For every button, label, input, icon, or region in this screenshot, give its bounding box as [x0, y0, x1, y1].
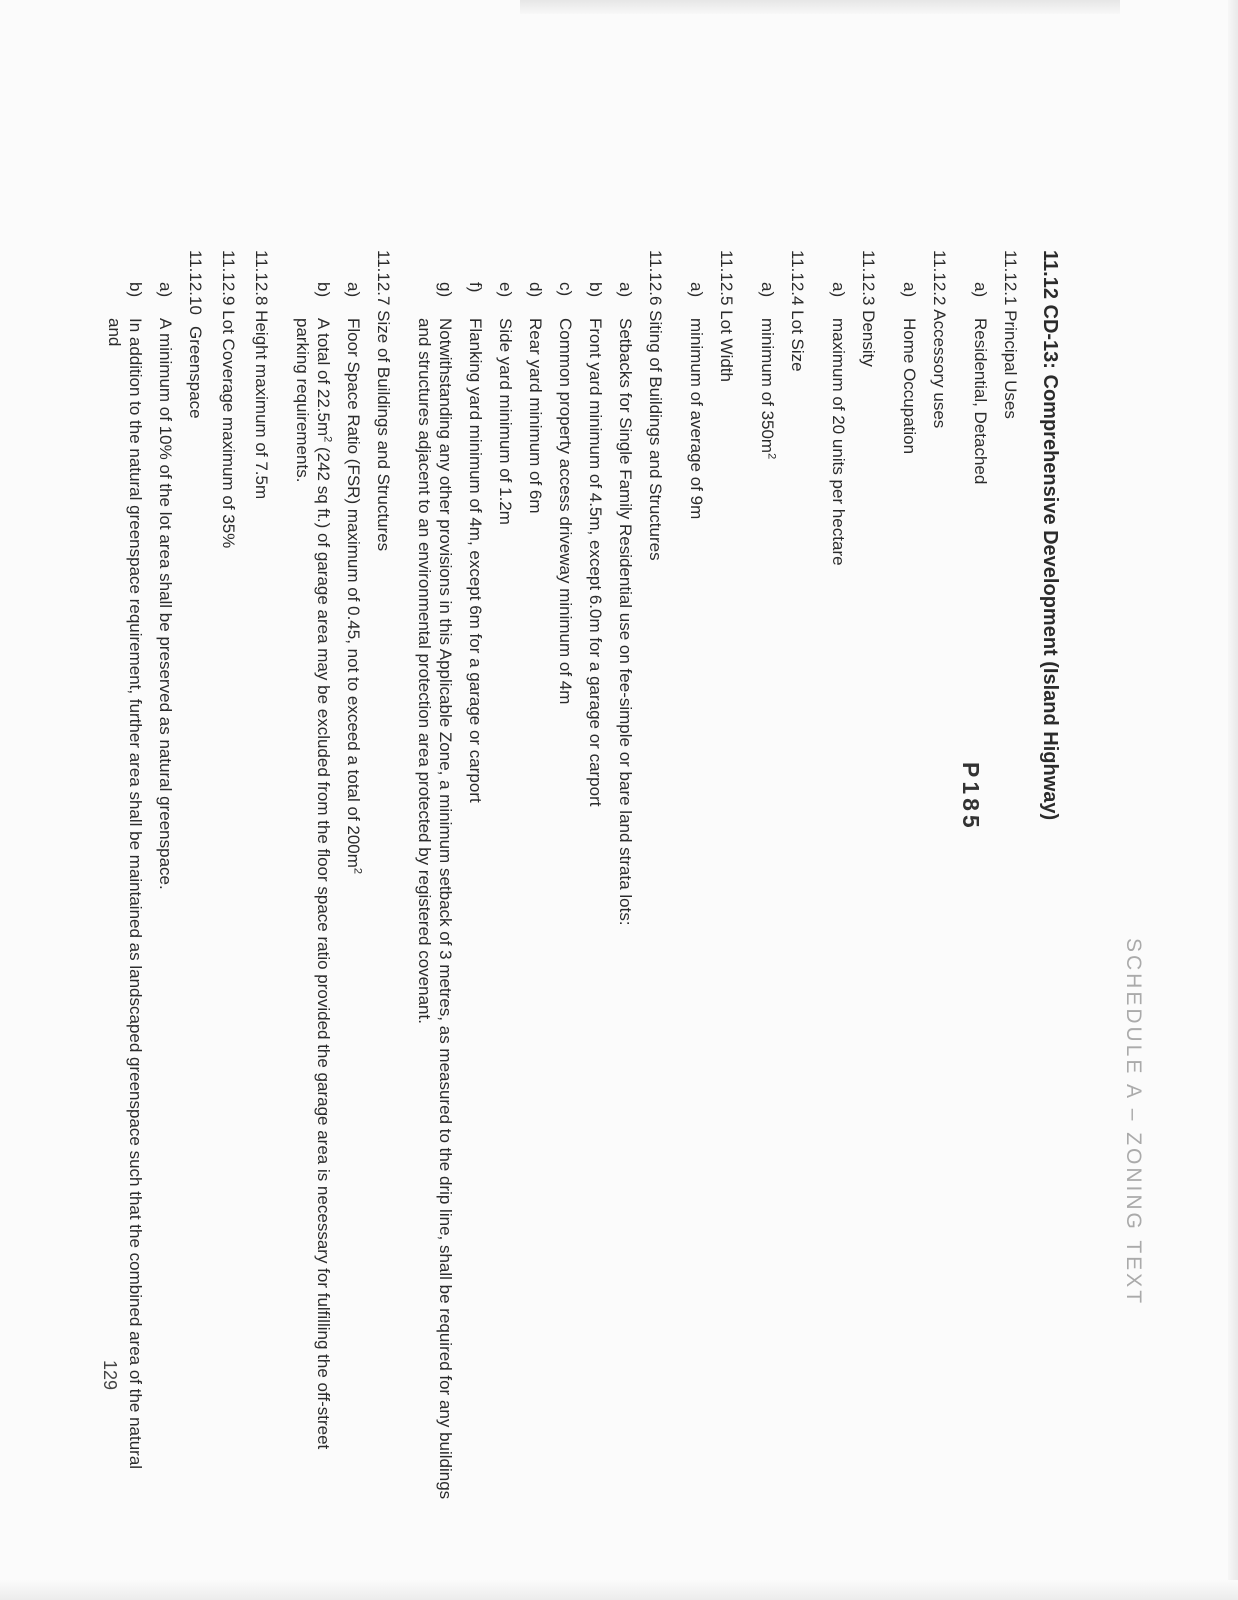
section-name: Greenspace — [186, 326, 205, 419]
lot-size-text: minimum of 350m — [758, 318, 777, 454]
page-number: 129 — [100, 1360, 120, 1391]
section-size-of-buildings — [292, 250, 394, 1500]
scan-edge-bottom — [0, 1580, 1238, 1600]
section-accessory-uses — [899, 250, 950, 1500]
superscript: 2 — [765, 453, 778, 460]
item-label: a) — [758, 282, 777, 298]
item-label: g) — [436, 282, 455, 298]
section-number: 11.12.10 — [186, 250, 205, 315]
garage-text-end: (242 sq ft.) of garage area may be excluded from the floor space ratio provided the garage area is necessary for fulfilling the off-street parking requirements. — [293, 318, 333, 1450]
item-text: Residential, Detached — [971, 318, 990, 485]
item-text: Home Occupation — [900, 318, 919, 455]
item-text: A minimum of 10% of the lot area shall be preserved as natural greenspace. — [156, 318, 175, 890]
item-text — [757, 318, 778, 1500]
item-label: a) — [687, 282, 706, 298]
section-lot-width — [686, 250, 737, 1500]
section-title: 11.12.4 Lot Size — [788, 250, 807, 372]
item-label: b) — [314, 282, 333, 298]
item-text: Side yard minimum of 1.2m — [496, 318, 515, 525]
list-item — [104, 282, 146, 1500]
item-label: f) — [466, 282, 485, 293]
section-title: 11.12.7 Size of Buildings and Structures — [374, 250, 393, 552]
list-item — [292, 282, 334, 1500]
section-lot-coverage — [218, 250, 239, 1500]
section-siting — [414, 250, 666, 1500]
section-principal-uses — [970, 250, 1021, 1500]
item-label: c) — [556, 282, 575, 297]
item-text: minimum of average of 9m — [687, 318, 706, 520]
list-item — [757, 282, 778, 1500]
garage-text-start: A total of 22.5m — [314, 318, 333, 437]
list-item — [525, 282, 546, 1500]
scan-edge-top — [520, 0, 1120, 14]
item-text: Setbacks for Single Family Residential use on fee-simple or bare land strata lots: — [616, 318, 635, 926]
list-item — [899, 282, 920, 1500]
item-label: a) — [616, 282, 635, 298]
item-text: In addition to the natural greenspace requirement, further area shall be maintained as landscaped greenspace such that the combined area of the natural and — [105, 318, 145, 1470]
section-title: 11.12.9 Lot Coverage maximum of 35% — [219, 250, 238, 549]
item-text: Common property access driveway minimum of 4m — [556, 318, 575, 705]
item-label: d) — [526, 282, 545, 298]
item-label: b) — [126, 282, 145, 298]
list-item — [615, 282, 636, 1500]
section-title: 11.12.8 Height maximum of 7.5m — [252, 250, 271, 500]
list-item — [585, 282, 606, 1500]
section-title: 11.12.5 Lot Width — [717, 250, 736, 382]
list-item — [555, 282, 576, 1500]
item-label: a) — [971, 282, 990, 298]
zone-title: 11.12 CD-13: Comprehensive Development (Island Highway) — [1039, 250, 1061, 821]
scan-edge-right — [1228, 0, 1238, 1600]
schedule-header: SCHEDULE A – ZONING TEXT — [1122, 938, 1145, 1307]
list-item — [414, 282, 456, 1500]
item-label: a) — [344, 282, 363, 298]
section-title: 11.12.2 Accessory uses — [930, 250, 949, 429]
section-title: 11.12.6 Siting of Buildings and Structures — [646, 250, 665, 561]
item-text: Notwithstanding any other provisions in this Applicable Zone, a minimum setback of 3 metres, as measured to the drip line, shall be required for any buildings and structures adjacent to an environmental protection area protected by registered covenant. — [415, 318, 455, 1500]
section-greenspace — [104, 250, 206, 1500]
item-label: e) — [496, 282, 515, 298]
list-item — [495, 282, 516, 1500]
page-reference: P185 — [958, 762, 984, 832]
item-text: Front yard minimum of 4.5m, except 6.0m for a garage or carport — [586, 318, 605, 807]
item-text — [292, 318, 334, 1500]
section-lot-size — [757, 250, 808, 1500]
item-label: b) — [586, 282, 605, 298]
superscript: 2 — [351, 867, 364, 875]
item-label: a) — [156, 282, 175, 298]
section-height — [251, 250, 272, 1500]
section-title: 11.12.3 Density — [859, 250, 878, 367]
section-title — [185, 250, 206, 1500]
list-item — [343, 282, 364, 1500]
document-body — [95, 250, 1060, 1500]
item-text: Rear yard minimum of 6m — [526, 318, 545, 514]
list-item — [828, 282, 849, 1500]
rotated-document — [90, 30, 1210, 1570]
section-title: 11.12.1 Principal Uses — [1001, 250, 1020, 419]
section-density — [828, 250, 879, 1500]
list-item — [686, 282, 707, 1500]
item-label: a) — [829, 282, 848, 298]
list-item — [465, 282, 486, 1500]
superscript: 2 — [321, 436, 334, 443]
item-text: maximum of 20 units per hectare — [829, 318, 848, 566]
item-text: Flanking yard minimum of 4m, except 6m for a garage or carport — [466, 318, 485, 803]
fsr-text: Floor Space Ratio (FSR) maximum of 0.45, not to exceed a total of 200m — [344, 318, 363, 868]
item-label: a) — [900, 282, 919, 298]
list-item — [970, 282, 991, 1500]
item-text — [343, 318, 364, 1500]
list-item — [155, 282, 176, 1500]
